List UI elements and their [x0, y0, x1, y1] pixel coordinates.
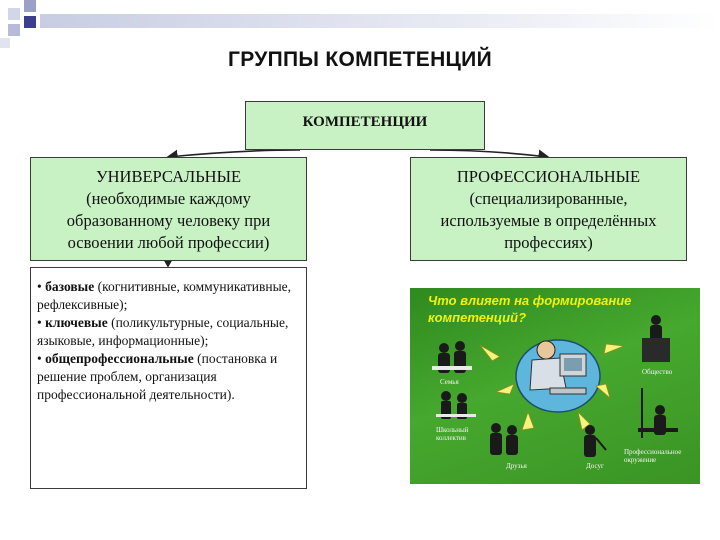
universal-desc-line: образованному человеку при — [66, 211, 271, 230]
label-school: Школьный коллектив — [436, 426, 469, 442]
influences-illustration — [410, 288, 700, 484]
label-prof-env: Профессиональное окружение — [624, 448, 682, 464]
list-item: • базовые (когнитивные, коммуникативные, рефлексивные); — [37, 279, 292, 312]
professional-desc-line: используемые в определённых — [440, 211, 657, 230]
label-family: Семья — [440, 378, 459, 386]
list-item: • ключевые (поликультурные, социальные, языковые, информационные); — [37, 315, 289, 348]
label-leisure: Досуг — [586, 462, 604, 470]
professional-desc-line: (специализированные, — [469, 189, 628, 208]
universal-box — [30, 157, 307, 261]
universal-desc-line: (необходимые каждому — [86, 189, 251, 208]
label-friends: Друзья — [506, 462, 527, 470]
universal-desc-line: освоении любой профессии) — [67, 233, 270, 252]
connector-root-universal — [168, 150, 300, 157]
universal-title: УНИВЕРСАЛЬНЫЕ — [95, 167, 242, 186]
page-title: ГРУППЫ КОМПЕТЕНЦИЙ — [228, 48, 492, 71]
professional-desc-line: профессиях) — [504, 233, 593, 252]
professional-title: ПРОФЕССИОНАЛЬНЫЕ — [456, 167, 641, 186]
list-item: • общепрофессиональные (постановка и решение проблем, организация профессиональной деятельности). — [37, 351, 278, 402]
universal-list-box — [30, 267, 307, 489]
connector-root-professional — [430, 150, 548, 157]
competencies-root-box — [245, 101, 485, 150]
professional-box — [410, 157, 687, 261]
label-society: Общество — [642, 368, 673, 376]
root-label: КОМПЕТЕНЦИИ — [302, 114, 428, 130]
illustration-heading: Что влияет на формирование компетенций? — [428, 293, 632, 325]
